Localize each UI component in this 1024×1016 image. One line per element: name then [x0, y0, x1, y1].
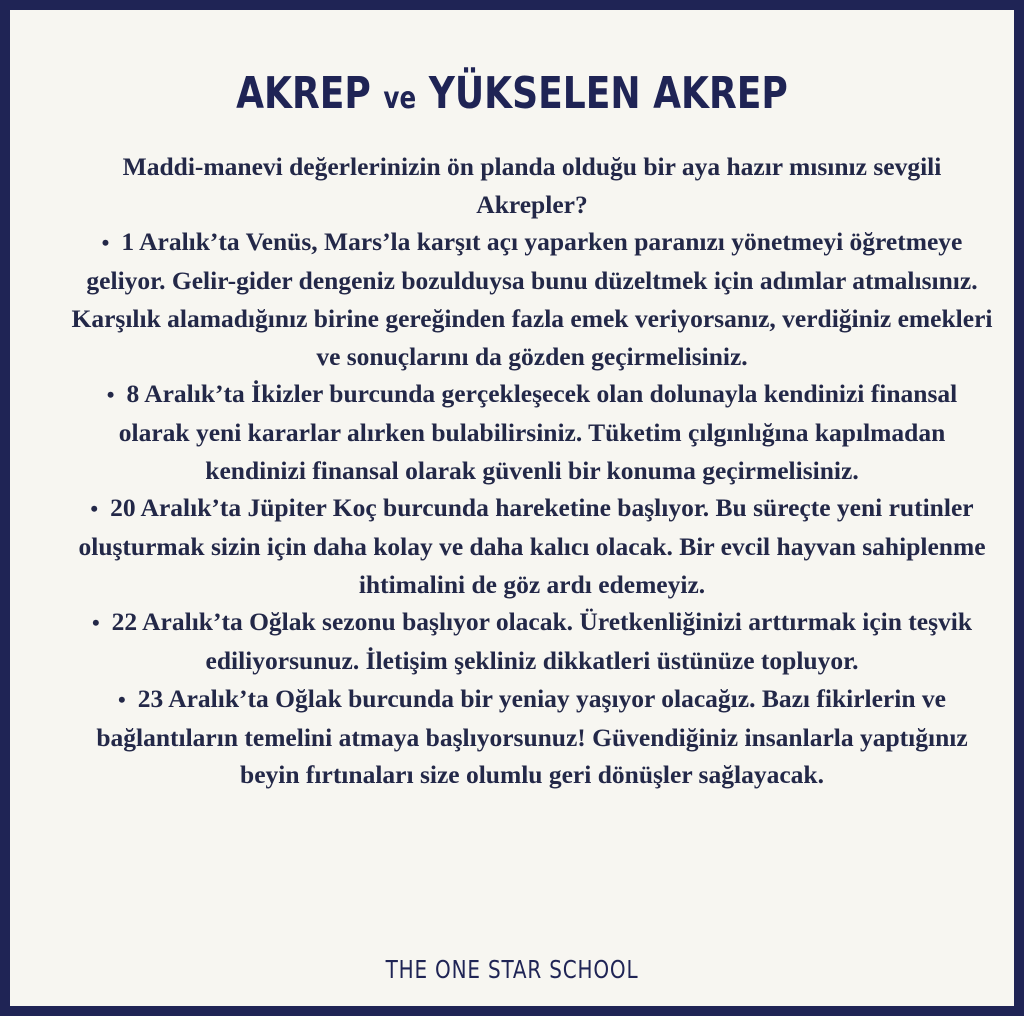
content-body [70, 148, 994, 794]
bullet-text: 1 Aralık’ta Venüs, Mars’la karşıt açı yaparken paranızı yönetmeyi öğretmeye geliyor. Gelir-gider dengeniz bozulduysa bunu düzeltmek için adımlar atmalısınız. Karşılık alamadığınız birine gereğinden fazla emek veriyorsanız, verdiğiniz emekleri ve sonuçlarını da gözden geçirmelisiniz. [71, 227, 993, 371]
bullet-text: 8 Aralık’ta İkizler burcunda gerçekleşecek olan dolunayla kendinizi finansal olarak yeni kararlar alırken bulabilirsiniz. Tüketim çılgınlığına kapılmadan kendinizi finansal olarak güvenli bir konuma geçirmelisiniz. [118, 379, 958, 485]
bullet-text: 23 Aralık’ta Oğlak burcunda bir yeniay yaşıyor olacağız. Bazı fikirlerin ve bağlantıların temelini atmaya başlıyorsunuz! Güvendiğiniz insanlarla yaptığınız beyin fırtınaları size olumlu geri dönüşler sağlayacak. [96, 683, 968, 790]
bullet-text: 20 Aralık’ta Jüpiter Koç burcunda hareketine başlıyor. Bu süreçte yeni rutinler oluşturmak sizin için daha kolay ve daha kalıcı olacak. Bir evcil hayvan sahiplenme ihtimalini de göz ardı edemeyiz. [78, 493, 986, 599]
bullet-item [70, 680, 994, 794]
title-part-2: ve [383, 81, 417, 116]
page-title [100, 68, 923, 119]
bullet-icon: • [118, 686, 126, 712]
bullet-text: 22 Aralık’ta Oğlak sezonu başlıyor olacak. Üretkenliğinizi arttırmak için teşvik ediliyorsunuz. İletişim şekliniz dikkatleri üstünüze topluyor. [111, 607, 973, 676]
bullet-icon: • [101, 230, 110, 256]
bullet-icon: • [90, 496, 99, 522]
bullet-item [70, 489, 994, 603]
bullet-item [70, 375, 994, 489]
title-part-1: AKREP [236, 68, 371, 119]
bullet-icon: • [106, 382, 115, 408]
footer-brand: THE ONE STAR SCHOOL [385, 955, 639, 984]
bullet-icon: • [91, 610, 100, 636]
bullet-item [70, 223, 994, 375]
intro-text: Maddi-manevi değerlerinizin ön planda olduğu bir aya hazır mısınız sevgili Akrepler? [122, 152, 942, 219]
bullet-item [70, 603, 994, 679]
post-card [10, 10, 1014, 1006]
title-part-3: YÜKSELEN AKREP [428, 68, 788, 119]
